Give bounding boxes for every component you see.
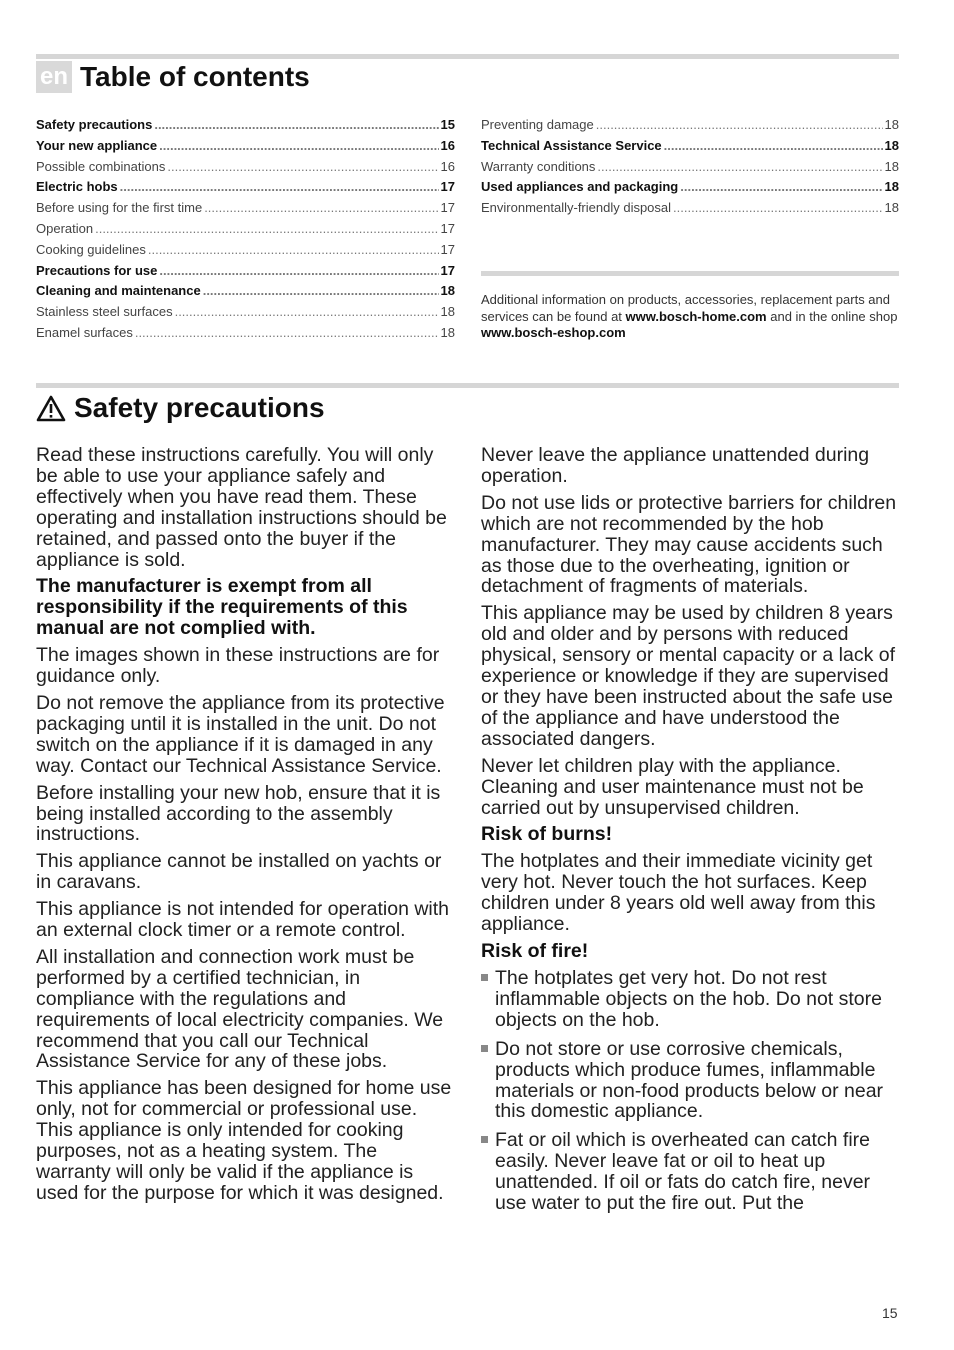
body-paragraph: Never let children play with the appliance. Cleaning and user maintenance must not be carried out by unsupervised children. xyxy=(481,754,864,819)
toc-entry-title: Operation xyxy=(36,220,94,236)
toc-heading xyxy=(36,61,310,93)
body-paragraph: This appliance cannot be installed on yachts or in caravans. xyxy=(36,850,442,894)
toc-entry[interactable] xyxy=(481,198,899,219)
toc-entry-title: Preventing damage xyxy=(481,117,594,132)
bullet-item: Fat or oil which is overheated can catch fire easily. Never leave fat or oil to heat up unattended. If oil or fats do catch fire, never use water to put the fire out. Put the xyxy=(481,1130,899,1214)
toc-entry[interactable] xyxy=(36,302,455,323)
toc-leader-dots xyxy=(680,177,882,198)
toc-entry-title: Safety precautions xyxy=(36,117,153,132)
toc-entry-title: Enamel surfaces xyxy=(36,324,133,340)
toc-leader-dots xyxy=(159,136,438,157)
toc-entry-title: Cleaning and maintenance xyxy=(36,283,201,299)
toc-entry-page: 17 xyxy=(440,179,455,195)
emphasis-paragraph: The manufacturer is exempt from all responsibility if the requirements of this manual are not complied with. xyxy=(36,575,408,640)
top-rule xyxy=(36,54,899,59)
toc-entry-page: 17 xyxy=(440,220,455,236)
safety-left-column xyxy=(36,445,456,1210)
toc-entry[interactable] xyxy=(481,115,899,136)
bosch-eshop-link[interactable]: www.bosch-eshop.com xyxy=(481,325,626,340)
toc-leader-dots xyxy=(148,240,439,261)
toc-entry-page: 17 xyxy=(440,241,455,257)
toc-entry[interactable] xyxy=(36,115,455,136)
toc-leader-dots xyxy=(120,177,439,198)
body-paragraph: Do not remove the appliance from its protective packaging until it is installed in the unit. Do not switch on the appliance if it is damaged in any way. Contact our Technical Assistance Service. xyxy=(36,691,445,777)
risk-heading: Risk of burns! xyxy=(481,823,613,846)
toc-entry-page: 15 xyxy=(440,117,455,132)
toc-entry-page: 18 xyxy=(884,179,899,195)
info-paragraph xyxy=(481,292,901,342)
toc-leader-dots xyxy=(154,115,438,136)
toc-left-column xyxy=(36,115,455,344)
page-number: 15 xyxy=(882,1305,898,1321)
safety-heading xyxy=(36,392,325,424)
toc-entry-page: 18 xyxy=(884,158,899,174)
body-paragraph: All installation and connection work must be performed by a certified technician, in compliance with the regulations and requirements of local electricity companies. We recommend that you call our Technical Assistance Service for any of these jobs. xyxy=(36,945,444,1073)
toc-entry[interactable] xyxy=(36,157,455,178)
body-paragraph: This appliance may be used by children 8 years old and older and by persons with reduced physical, sensory or mental capacity or a lack of experience or knowledge if they are supervised or they have been instructed about the safe use of the appliance and have understood the associated dangers. xyxy=(481,602,896,750)
safety-title: Safety precautions xyxy=(74,392,325,423)
toc-entry-title: Electric hobs xyxy=(36,179,118,195)
toc-entry-title: Technical Assistance Service xyxy=(481,137,662,153)
toc-title: Table of contents xyxy=(80,61,310,92)
toc-entry[interactable] xyxy=(481,136,899,157)
bullet-item: The hotplates get very hot. Do not rest inflammable objects on the hob. Do not store objects on the hob. xyxy=(481,968,899,1031)
toc-leader-dots xyxy=(596,115,883,136)
body-paragraph: This appliance has been designed for home use only, not for commercial or professional use. This appliance is only intended for cooking purposes, not as a heating system. The warranty will only be valid if the appliance is used for the purpose for which it was designed. xyxy=(36,1077,452,1204)
safety-right-column xyxy=(481,445,899,1222)
body-paragraph: Before installing your new hob, ensure that it is being installed according to the assembly instructions. xyxy=(36,781,441,846)
toc-entry-title: Warranty conditions xyxy=(481,158,596,174)
toc-entry-title: Possible combinations xyxy=(36,158,166,174)
toc-entry-title: Your new appliance xyxy=(36,137,158,153)
toc-entry[interactable] xyxy=(36,240,455,261)
section-rule xyxy=(36,383,899,388)
bullet-item: Do not store or use corrosive chemicals, products which produce fumes, inflammable materials or non-food products below or near this domestic appliance. xyxy=(481,1039,899,1123)
toc-entry-page: 18 xyxy=(440,304,455,320)
warning-triangle-icon xyxy=(36,395,66,422)
info-text-2: and in the online shop xyxy=(766,308,898,324)
toc-entry-page: 18 xyxy=(884,200,899,216)
toc-leader-dots xyxy=(204,198,438,219)
toc-leader-dots xyxy=(159,261,438,282)
toc-entry-title: Precautions for use xyxy=(36,262,158,278)
info-rule xyxy=(481,271,899,276)
info-text-1: Additional information on products, accessories, replacement parts and services can be found at xyxy=(481,292,890,324)
toc-entry-title: Cooking guidelines xyxy=(36,241,146,257)
toc-entry-page: 18 xyxy=(884,117,899,132)
toc-entry-page: 18 xyxy=(884,137,899,153)
toc-entry[interactable] xyxy=(36,177,455,198)
toc-entry[interactable] xyxy=(481,177,899,198)
toc-entry-title: Environmentally-friendly disposal xyxy=(481,200,672,216)
toc-entry-page: 17 xyxy=(440,262,455,278)
toc-entry-title: Used appliances and packaging xyxy=(481,179,679,195)
toc-entry[interactable] xyxy=(36,281,455,302)
body-paragraph: Never leave the appliance unattended during operation. xyxy=(481,444,870,487)
toc-entry[interactable] xyxy=(36,136,455,157)
toc-leader-dots xyxy=(175,302,439,323)
toc-entry[interactable] xyxy=(36,198,455,219)
toc-right-column xyxy=(481,115,899,219)
toc-entry-page: 18 xyxy=(440,324,455,340)
risk-heading: Risk of fire! xyxy=(481,940,589,963)
toc-entry[interactable] xyxy=(36,219,455,240)
toc-entry-page: 18 xyxy=(440,283,455,299)
bosch-home-link[interactable]: www.bosch-home.com xyxy=(625,308,767,324)
toc-entry[interactable] xyxy=(36,323,455,344)
toc-leader-dots xyxy=(597,157,882,178)
toc-leader-dots xyxy=(95,219,438,240)
toc-entry[interactable] xyxy=(481,157,899,178)
toc-leader-dots xyxy=(673,198,883,219)
body-paragraph: This appliance is not intended for operation with an external clock timer or a remote control. xyxy=(36,898,450,942)
toc-leader-dots xyxy=(203,281,439,302)
toc-leader-dots xyxy=(664,136,883,157)
language-badge: en xyxy=(36,61,72,93)
toc-entry-page: 16 xyxy=(440,137,455,153)
toc-entry[interactable] xyxy=(36,261,455,282)
toc-entry-page: 17 xyxy=(440,200,455,216)
body-paragraph: The hotplates and their immediate vicinity get very hot. Never touch the hot surfaces. Keep children under 8 years old well away from this appliance. xyxy=(481,850,876,936)
body-paragraph: The images shown in these instructions are for guidance only. xyxy=(36,644,440,688)
toc-leader-dots xyxy=(167,157,438,178)
toc-entry-title: Before using for the first time xyxy=(36,200,203,216)
toc-entry-title: Stainless steel surfaces xyxy=(36,304,173,320)
toc-entry-page: 16 xyxy=(440,158,455,174)
toc-leader-dots xyxy=(135,323,439,344)
body-paragraph: Read these instructions carefully. You will only be able to use your appliance safely and effectively when you have read them. These operating and installation instructions should be retained, and passed onto the buyer if the appliance is sold. xyxy=(36,444,447,571)
body-paragraph: Do not use lids or protective barriers for children which are not recommended by the hob manufacturer. They may cause accidents such as those due to the overheating, ignition or detachment of fragments of materials. xyxy=(481,491,897,598)
